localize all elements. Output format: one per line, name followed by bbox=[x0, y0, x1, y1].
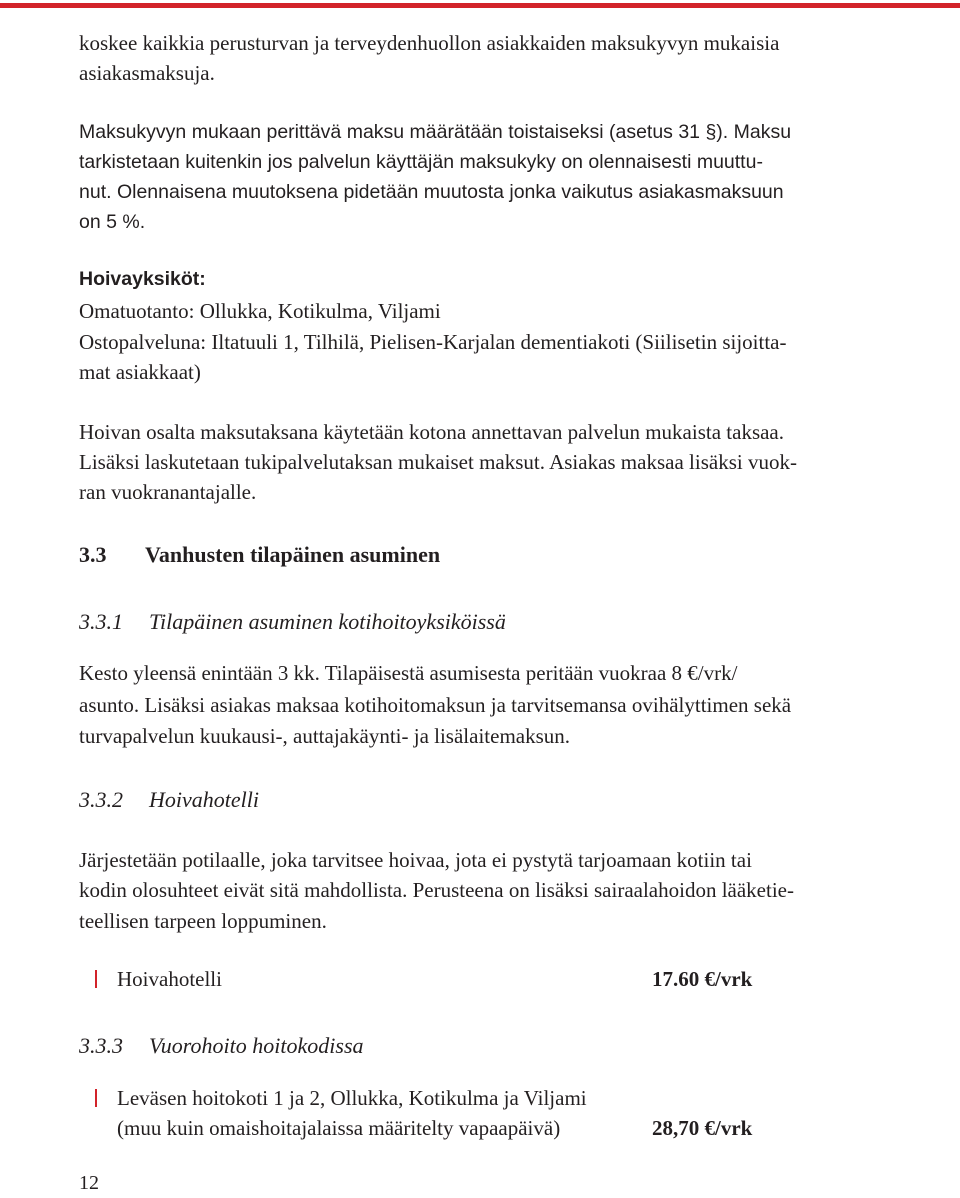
vuorohoito-item-line-2: (muu kuin omaishoitajalaissa määritelty vapaapäivä) bbox=[117, 1116, 561, 1140]
section-3-3-2-title: Hoivahotelli bbox=[149, 787, 259, 812]
intro-line-2: asiakasmaksuja. bbox=[79, 61, 215, 85]
section-3-3-1-number: 3.3.1 bbox=[79, 609, 123, 634]
section-3-3-2-line-1: Järjestetään potilaalle, joka tarvitsee hoivaa, jota ei pystytä tarjoamaan kotiin tai bbox=[79, 848, 752, 872]
maksukyky-line-2: tarkistetaan kuitenkin jos palvelun käyttäjän maksukyky on olennaisesti muuttu- bbox=[79, 151, 763, 173]
hoiva-line-1: Hoivan osalta maksutaksana käytetään kotona annettavan palvelun mukaista taksaa. bbox=[79, 420, 785, 444]
hoivahotelli-item-price: 17.60 €/vrk bbox=[652, 967, 753, 991]
section-3-3-3-number: 3.3.3 bbox=[79, 1033, 123, 1058]
section-3-3-2-line-2: kodin olosuhteet eivät sitä mahdollista. Perusteena on lisäksi sairaalahoidon lääketie- bbox=[79, 878, 794, 902]
section-3-3-3-title: Vuorohoito hoitokodissa bbox=[149, 1033, 364, 1058]
section-3-3-1-line-1: Kesto yleensä enintään 3 kk. Tilapäisestä asumisesta peritään vuokraa 8 €/vrk/ bbox=[79, 661, 738, 685]
bullet-marker bbox=[95, 1089, 97, 1107]
hoiva-line-3: ran vuokranantajalle. bbox=[79, 480, 257, 504]
section-3-3-title: Vanhusten tilapäinen asuminen bbox=[145, 542, 441, 567]
top-accent-bar bbox=[0, 3, 960, 8]
bullet-marker bbox=[95, 970, 97, 988]
page-number: 12 bbox=[79, 1172, 99, 1194]
section-3-3-2-line-3: teellisen tarpeen loppuminen. bbox=[79, 909, 327, 933]
section-3-3-2-heading bbox=[79, 785, 259, 815]
hoivahotelli-item-label: Hoivahotelli bbox=[117, 967, 222, 991]
hoivayksikot-line-2: Ostopalveluna: Iltatuuli 1, Tilhilä, Pielisen-Karjalan dementiakoti (Siilisetin sijoitta- bbox=[79, 330, 787, 354]
section-3-3-1-title: Tilapäinen asuminen kotihoitoyksiköissä bbox=[149, 609, 506, 634]
hoivayksikot-line-3: mat asiakkaat) bbox=[79, 360, 201, 384]
maksukyky-line-4: on 5 %. bbox=[79, 211, 146, 233]
vuorohoito-item-line-1: Leväsen hoitokoti 1 ja 2, Ollukka, Kotikulma ja Viljami bbox=[117, 1086, 587, 1110]
section-3-3-number: 3.3 bbox=[79, 542, 107, 567]
vuorohoito-item-price: 28,70 €/vrk bbox=[652, 1116, 753, 1140]
maksukyky-line-3: nut. Olennaisena muutoksena pidetään muutosta jonka vaikutus asiakasmaksuun bbox=[79, 181, 784, 203]
section-3-3-1-line-2: asunto. Lisäksi asiakas maksaa kotihoitomaksun ja tarvitsemansa ovihälyttimen sekä bbox=[79, 693, 792, 717]
hoiva-line-2: Lisäksi laskutetaan tukipalvelutaksan mukaiset maksut. Asiakas maksaa lisäksi vuok- bbox=[79, 450, 797, 474]
intro-line-1: koskee kaikkia perusturvan ja terveydenhuollon asiakkaiden maksukyvyn mukaisia bbox=[79, 31, 780, 55]
hoivayksikot-heading: Hoivayksiköt: bbox=[79, 268, 206, 290]
section-3-3-1-heading bbox=[79, 607, 506, 637]
section-3-3-3-heading bbox=[79, 1031, 364, 1061]
hoivayksikot-line-1: Omatuotanto: Ollukka, Kotikulma, Viljami bbox=[79, 299, 441, 323]
section-3-3-2-number: 3.3.2 bbox=[79, 787, 123, 812]
maksukyky-line-1: Maksukyvyn mukaan perittävä maksu määrätään toistaiseksi (asetus 31 §). Maksu bbox=[79, 121, 792, 143]
section-3-3-1-line-3: turvapalvelun kuukausi-, auttajakäynti- ja lisälaitemaksun. bbox=[79, 724, 571, 748]
section-3-3-heading bbox=[79, 540, 440, 570]
